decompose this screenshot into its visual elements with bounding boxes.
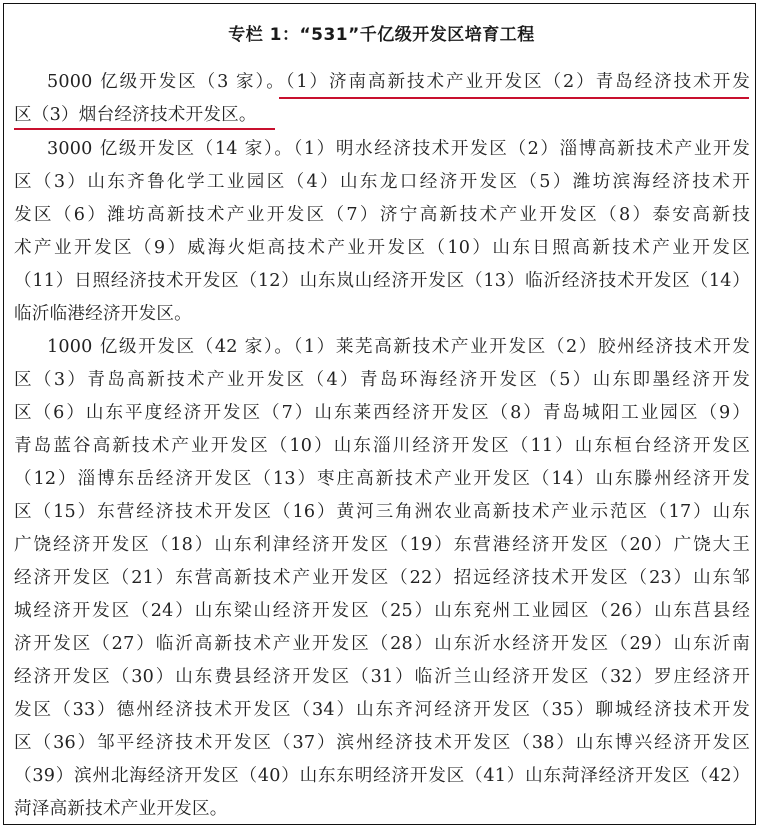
section-1000-line-6: 区（15）东营经济技术开发区（16）黄河三角洲农业高新技术产业示范区（17）山东 xyxy=(14,502,750,522)
section-1000-line-14: （39）滨州北海经济开发区（40）山东东明经济开发区（41）山东菏泽经济开发区（42） xyxy=(14,766,750,786)
section-1000-line-4: 青岛蓝谷高新技术产业开发区（10）山东淄川经济开发区（11）山东桓台经济开发区 xyxy=(14,436,750,456)
section-1000-line-9: 城经济开发区（24）山东梁山经济开发区（25）山东兖州工业园区（26）山东莒县经 xyxy=(14,601,750,621)
section-1000-line-2: 区（3）青岛高新技术产业开发区（4）青岛环海经济开发区（5）山东即墨经济开发 xyxy=(14,370,750,390)
section-3000-line-6: 临沂临港经济开发区。 xyxy=(14,304,192,324)
section-1000-line-13: 区（36）邹平经济技术开发区（37）滨州经济技术开发区（38）山东博兴经济开发区 xyxy=(14,733,750,753)
section-1000-line-5: （12）淄博东岳经济开发区（13）枣庄高新技术产业开发区（14）山东滕州经济开发 xyxy=(14,469,750,489)
section-1000-line-11: 经济开发区（30）山东费县经济开发区（31）临沂兰山经济开发区（32）罗庄经济开 xyxy=(14,667,750,687)
red-underline-2 xyxy=(14,128,275,130)
section-1000-line-1: 1000 亿级开发区（42 家）。（1）莱芜高新技术产业开发区（2）胶州经济技术开发 xyxy=(47,337,750,357)
section-1000-line-12: 发区（33）德州经济技术开发区（34）山东齐河经济开发区（35）聊城经济技术开发 xyxy=(14,700,750,720)
section-3000-line-3: 发区（6）潍坊高新技术产业开发区（7）济宁高新技术产业开发区（8）泰安高新技 xyxy=(14,205,750,225)
section-1000-line-15: 菏泽高新技术产业开发区。 xyxy=(14,799,228,819)
section-1000-line-3: 区（6）山东平度经济开发区（7）山东莱西经济开发区（8）青岛城阳工业园区（9） xyxy=(14,403,750,423)
section-3000-line-2: 区（3）山东齐鲁化学工业园区（4）山东龙口经济开发区（5）潍坊滨海经济技术开 xyxy=(14,172,750,192)
section-5000-line-2: 区（3）烟台经济技术开发区。 xyxy=(14,105,257,125)
section-3000-line-1: 3000 亿级开发区（14 家）。（1）明水经济技术开发区（2）淄博高新技术产业开发 xyxy=(47,139,750,159)
section-1000-line-8: 经济开发区（21）东营高新技术产业开发区（22）招远经济技术开发区（23）山东邹 xyxy=(14,568,750,588)
section-1000-line-10: 济开发区（27）临沂高新技术产业开发区（28）山东沂水经济开发区（29）山东沂南 xyxy=(14,634,750,654)
red-underline-1 xyxy=(279,97,749,99)
section-1000-line-7: 广饶经济开发区（18）山东利津经济开发区（19）东营港经济开发区（20）广饶大王 xyxy=(14,535,750,555)
section-5000-line-1: 5000 亿级开发区（3 家）。（1）济南高新技术产业开发区（2）青岛经济技术开发 xyxy=(47,72,750,92)
section-3000-line-5: （11）日照经济技术开发区（12）山东岚山经济开发区（13）临沂经济技术开发区（14） xyxy=(14,271,750,291)
section-3000-line-4: 术产业开发区（9）威海火炬高技术产业开发区（10）山东日照高新技术产业开发区 xyxy=(14,238,750,258)
column-title: 专栏 1：“531”千亿级开发区培育工程 xyxy=(228,25,535,45)
